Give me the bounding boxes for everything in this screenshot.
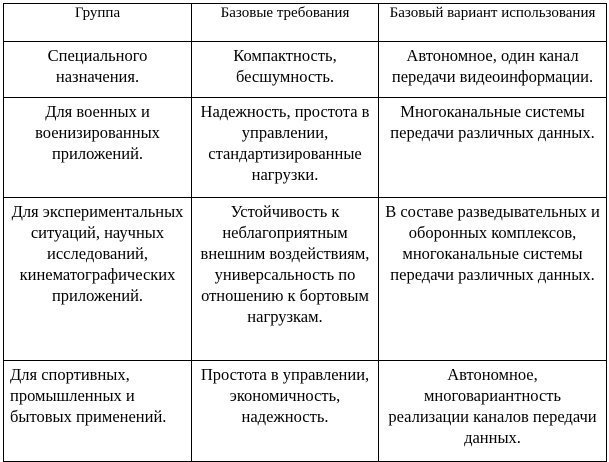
cell-group: Для военных и военизированных приложений. [4, 98, 192, 198]
table-row [4, 98, 607, 198]
header-row [4, 4, 607, 42]
cell-group: Для экспериментальных ситуаций, научных исследований, кинематографических приложений. [4, 198, 192, 361]
uav-groups-table [3, 3, 607, 462]
cell-usage: Многоканальные системы передачи различных данных. [379, 98, 607, 198]
cell-usage: Автономное, один канал передачи видеоинформации. [379, 42, 607, 98]
table-row [4, 42, 607, 98]
cell-requirements: Надежность, простота в управлении, стандартизированные нагрузки. [192, 98, 379, 198]
table-row [4, 198, 607, 361]
table-row [4, 361, 607, 462]
header-group: Группа [4, 4, 192, 42]
cell-group: Для спортивных, промышленных и бытовых применений. [4, 361, 192, 462]
cell-group: Специального назначения. [4, 42, 192, 98]
cell-usage: В составе разведывательных и оборонных комплексов, многоканальные системы передачи различных данных. [379, 198, 607, 361]
cell-requirements: Компактность, бесшумность. [192, 42, 379, 98]
cell-requirements: Простота в управлении, экономичность, надежность. [192, 361, 379, 462]
cell-usage: Автономное, многовариантность реализации каналов передачи данных. [379, 361, 607, 462]
header-requirements: Базовые требования [192, 4, 379, 42]
cell-requirements: Устойчивость к неблагоприятным внешним воздействиям, универсальность по отношению к бортовым нагрузкам. [192, 198, 379, 361]
header-usage: Базовый вариант использования [379, 4, 607, 42]
